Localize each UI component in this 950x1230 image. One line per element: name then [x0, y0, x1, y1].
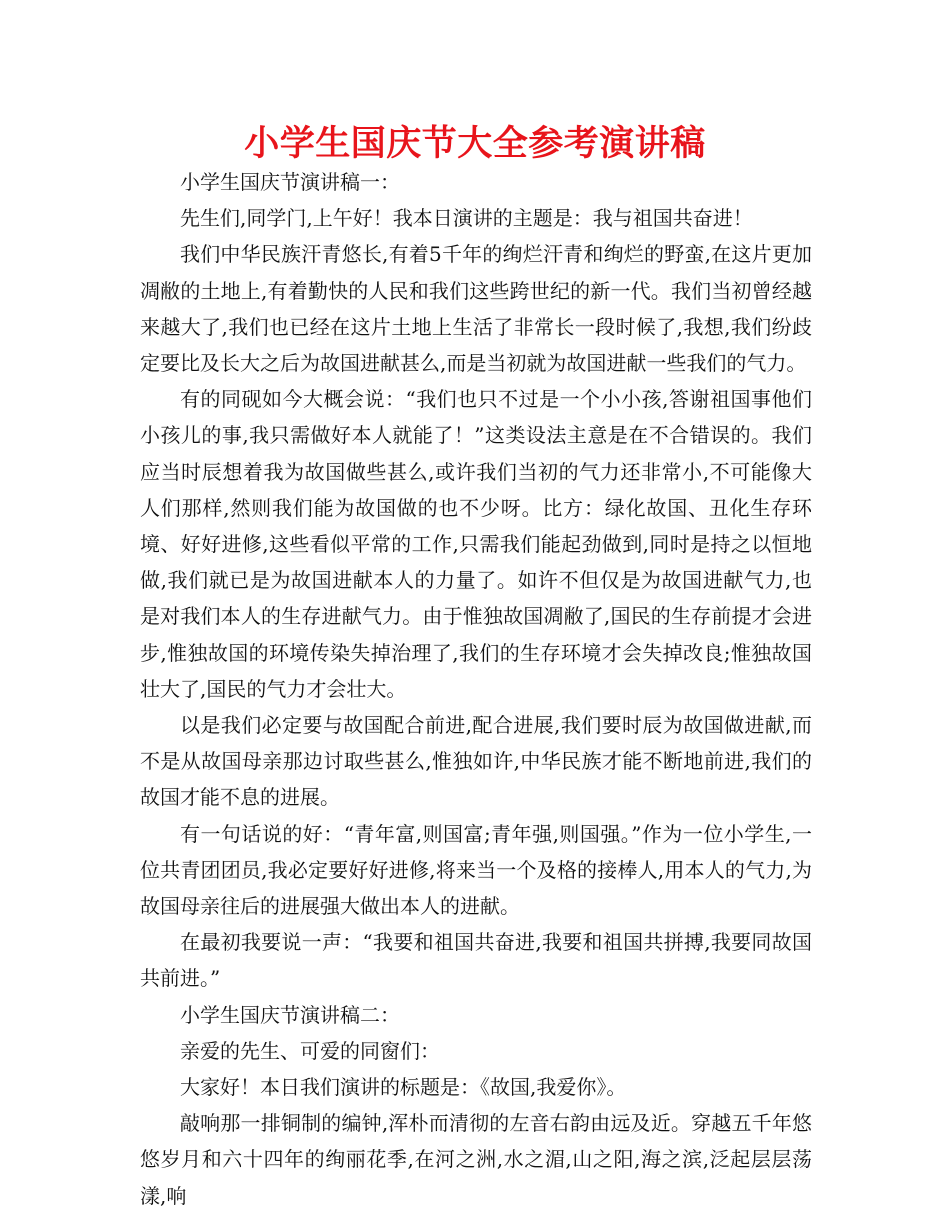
paragraph: 大家好！本日我们演讲的标题是：《故国,我爱你》。 — [180, 1075, 627, 1100]
paragraph-speech-two-heading: 小学生国庆节演讲稿二： — [180, 1002, 400, 1027]
paragraph: 有的同砚如今大概会说：“我们也只不过是一个小小孩,答谢祖国事他们小孩儿的事,我只需做好本人就能了！”这类设法主意是在不合错误的。我们应当时辰想着我为故国做些甚么,或许我们当初的气力还非常小,不可能像大人们那样,然则我们能为故国做的也不少呀。比方：绿化故国、丑化生存环境、好好进修,这些看似平常的工作,只需我们能起劲做到,同时是持之以恒地做,我们就已是为故国进献本人的力量了。如许不但仅是为故国进献气力,也是对我们本人的生存进献气力。由于惟独故国凋敝了,国民的生存前提才会进步,惟独故国的环境传染失掉治理了,我们的生存环境才会失掉改良;惟独故国壮大了,国民的气力才会壮大。 — [140, 387, 812, 701]
paragraph-speech-one-heading: 小学生国庆节演讲稿一： — [180, 170, 400, 194]
document-title: 小学生国庆节大全参考演讲稿 — [244, 124, 706, 164]
paragraph: 我们中华民族汗青悠长,有着5千年的绚烂汗青和绚烂的野蛮,在这片更加凋敝的土地上,有着勤快的人民和我们这些跨世纪的新一代。我们当初曾经越来越大了,我们也已经在这片土地上生活了非常长一段时候了,我想,我们纷歧定要比及长大之后为故国进献甚么,而是当初就为故国进献一些我们的气力。 — [140, 242, 812, 376]
paragraph: 有一句话说的好：“青年富,则国富;青年强,则国强。”作为一位小学生,一位共青团团员,我必定要好好进修,将来当一个及格的接棒人,用本人的气力,为故国母亲往后的进展强大做出本人的进献。 — [140, 821, 812, 919]
paragraph-salutation: 亲爱的先生、可爱的同窗们： — [180, 1038, 440, 1063]
paragraph: 在最初我要说一声：“我要和祖国共奋进,我要和祖国共拼搏,我要同故国共前进。” — [140, 930, 812, 991]
paragraph-greeting: 先生们,同学门,上午好！我本日演讲的主题是：我与祖国共奋进！ — [180, 206, 753, 231]
paragraph: 敲响那一排铜制的编钟,浑朴而清彻的左音右韵由远及近。穿越五千年悠悠岁月和六十四年的绚丽花季,在河之洲,水之湄,山之阳,海之滨,泛起层层荡漾,响 — [140, 1111, 812, 1208]
paragraph: 以是我们必定要与故国配合前进,配合进展,我们要时辰为故国做进献,而不是从故国母亲那边讨取些甚么,惟独如许,中华民族才能不断地前进,我们的故国才能不息的进展。 — [140, 713, 812, 810]
document-body — [140, 164, 812, 1214]
